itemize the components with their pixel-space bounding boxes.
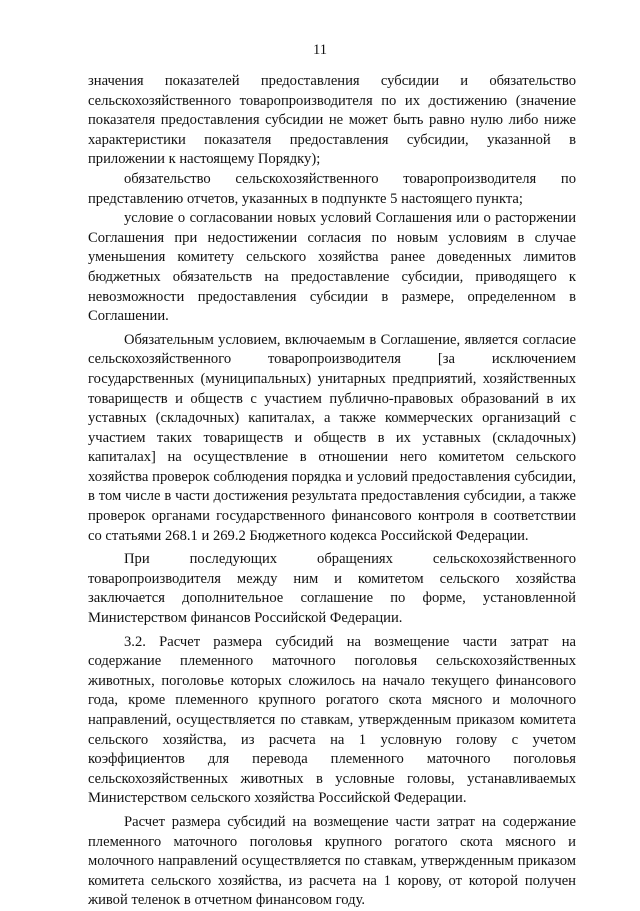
paragraph-7: Расчет размера субсидий на возмещение части затрат на содержание племенного маточного поголовья крупного рогатого скота мясного и молочного направлений осуществляется по ставкам, утвержденным приказом комитета сельского хозяйства, из расчета на 1 корову, от которой получен живой теленок в отчетном финансовом году. xyxy=(88,813,576,909)
paragraph-5: При последующих обращениях сельскохозяйственного товаропроизводителя между ним и комитетом сельского хозяйства заключается дополнительное соглашение по форме, установленной Министерством финансов Российской Федерации. xyxy=(88,551,576,627)
paragraph-4: Обязательным условием, включаемым в Соглашение, является согласие сельскохозяйственного товаропроизводителя [за исключением государственных (муниципальных) унитарных предприятий, хозяйственных товариществ и обществ с участием публично-правовых образований в их уставных (складочных) капиталах, а также коммерческих организаций с участием таких товариществ и обществ в их уставных (складочных) капиталах] на осуществление в отношении него комитетом сельского хозяйства проверок соблюдения порядка и условий предоставления субсидии, в том числе в части достижения результата предоставления субсидии, а также проверок органами государственного финансового контроля в соответствии со статьями 268.1 и 269.2 Бюджетного кодекса Российской Федерации. xyxy=(88,331,576,544)
paragraph-1: значения показателей предоставления субсидии и обязательство сельскохозяйственного товаропроизводителя по их достижению (значение показателя предоставления субсидии не может быть равно нулю либо ниже характеристики показателя предоставления субсидии, указанной в приложении к настоящему Порядку); xyxy=(88,73,576,168)
document-body xyxy=(88,72,576,911)
page-number: 11 xyxy=(313,42,327,58)
paragraph-6: 3.2. Расчет размера субсидий на возмещение части затрат на содержание племенного маточного поголовья сельскохозяйственных животных, поголовье которых сложилось на начало текущего финансового года, кроме племенного крупного рогатого скота мясного и молочного направлений, осуществляется по ставкам, утвержденным приказом комитета сельского хозяйства, из расчета на 1 условную голову с учетом коэффициентов для перевода племенного маточного поголовья сельскохозяйственных животных в условные головы, устанавливаемых Министерством сельского хозяйства Российской Федерации. xyxy=(88,633,576,807)
paragraph-3: условие о согласовании новых условий Соглашения или о расторжении Соглашения при недостижении согласия по новым условиям в случае уменьшения комитету сельского хозяйства ранее доведенных лимитов бюджетных обязательств на предоставление субсидии, приводящего к невозможности предоставления субсидии в размере, определенном в Соглашении. xyxy=(88,210,576,325)
paragraph-2: обязательство сельскохозяйственного товаропроизводителя по представлению отчетов, указанных в подпункте 5 настоящего пункта; xyxy=(88,170,576,207)
